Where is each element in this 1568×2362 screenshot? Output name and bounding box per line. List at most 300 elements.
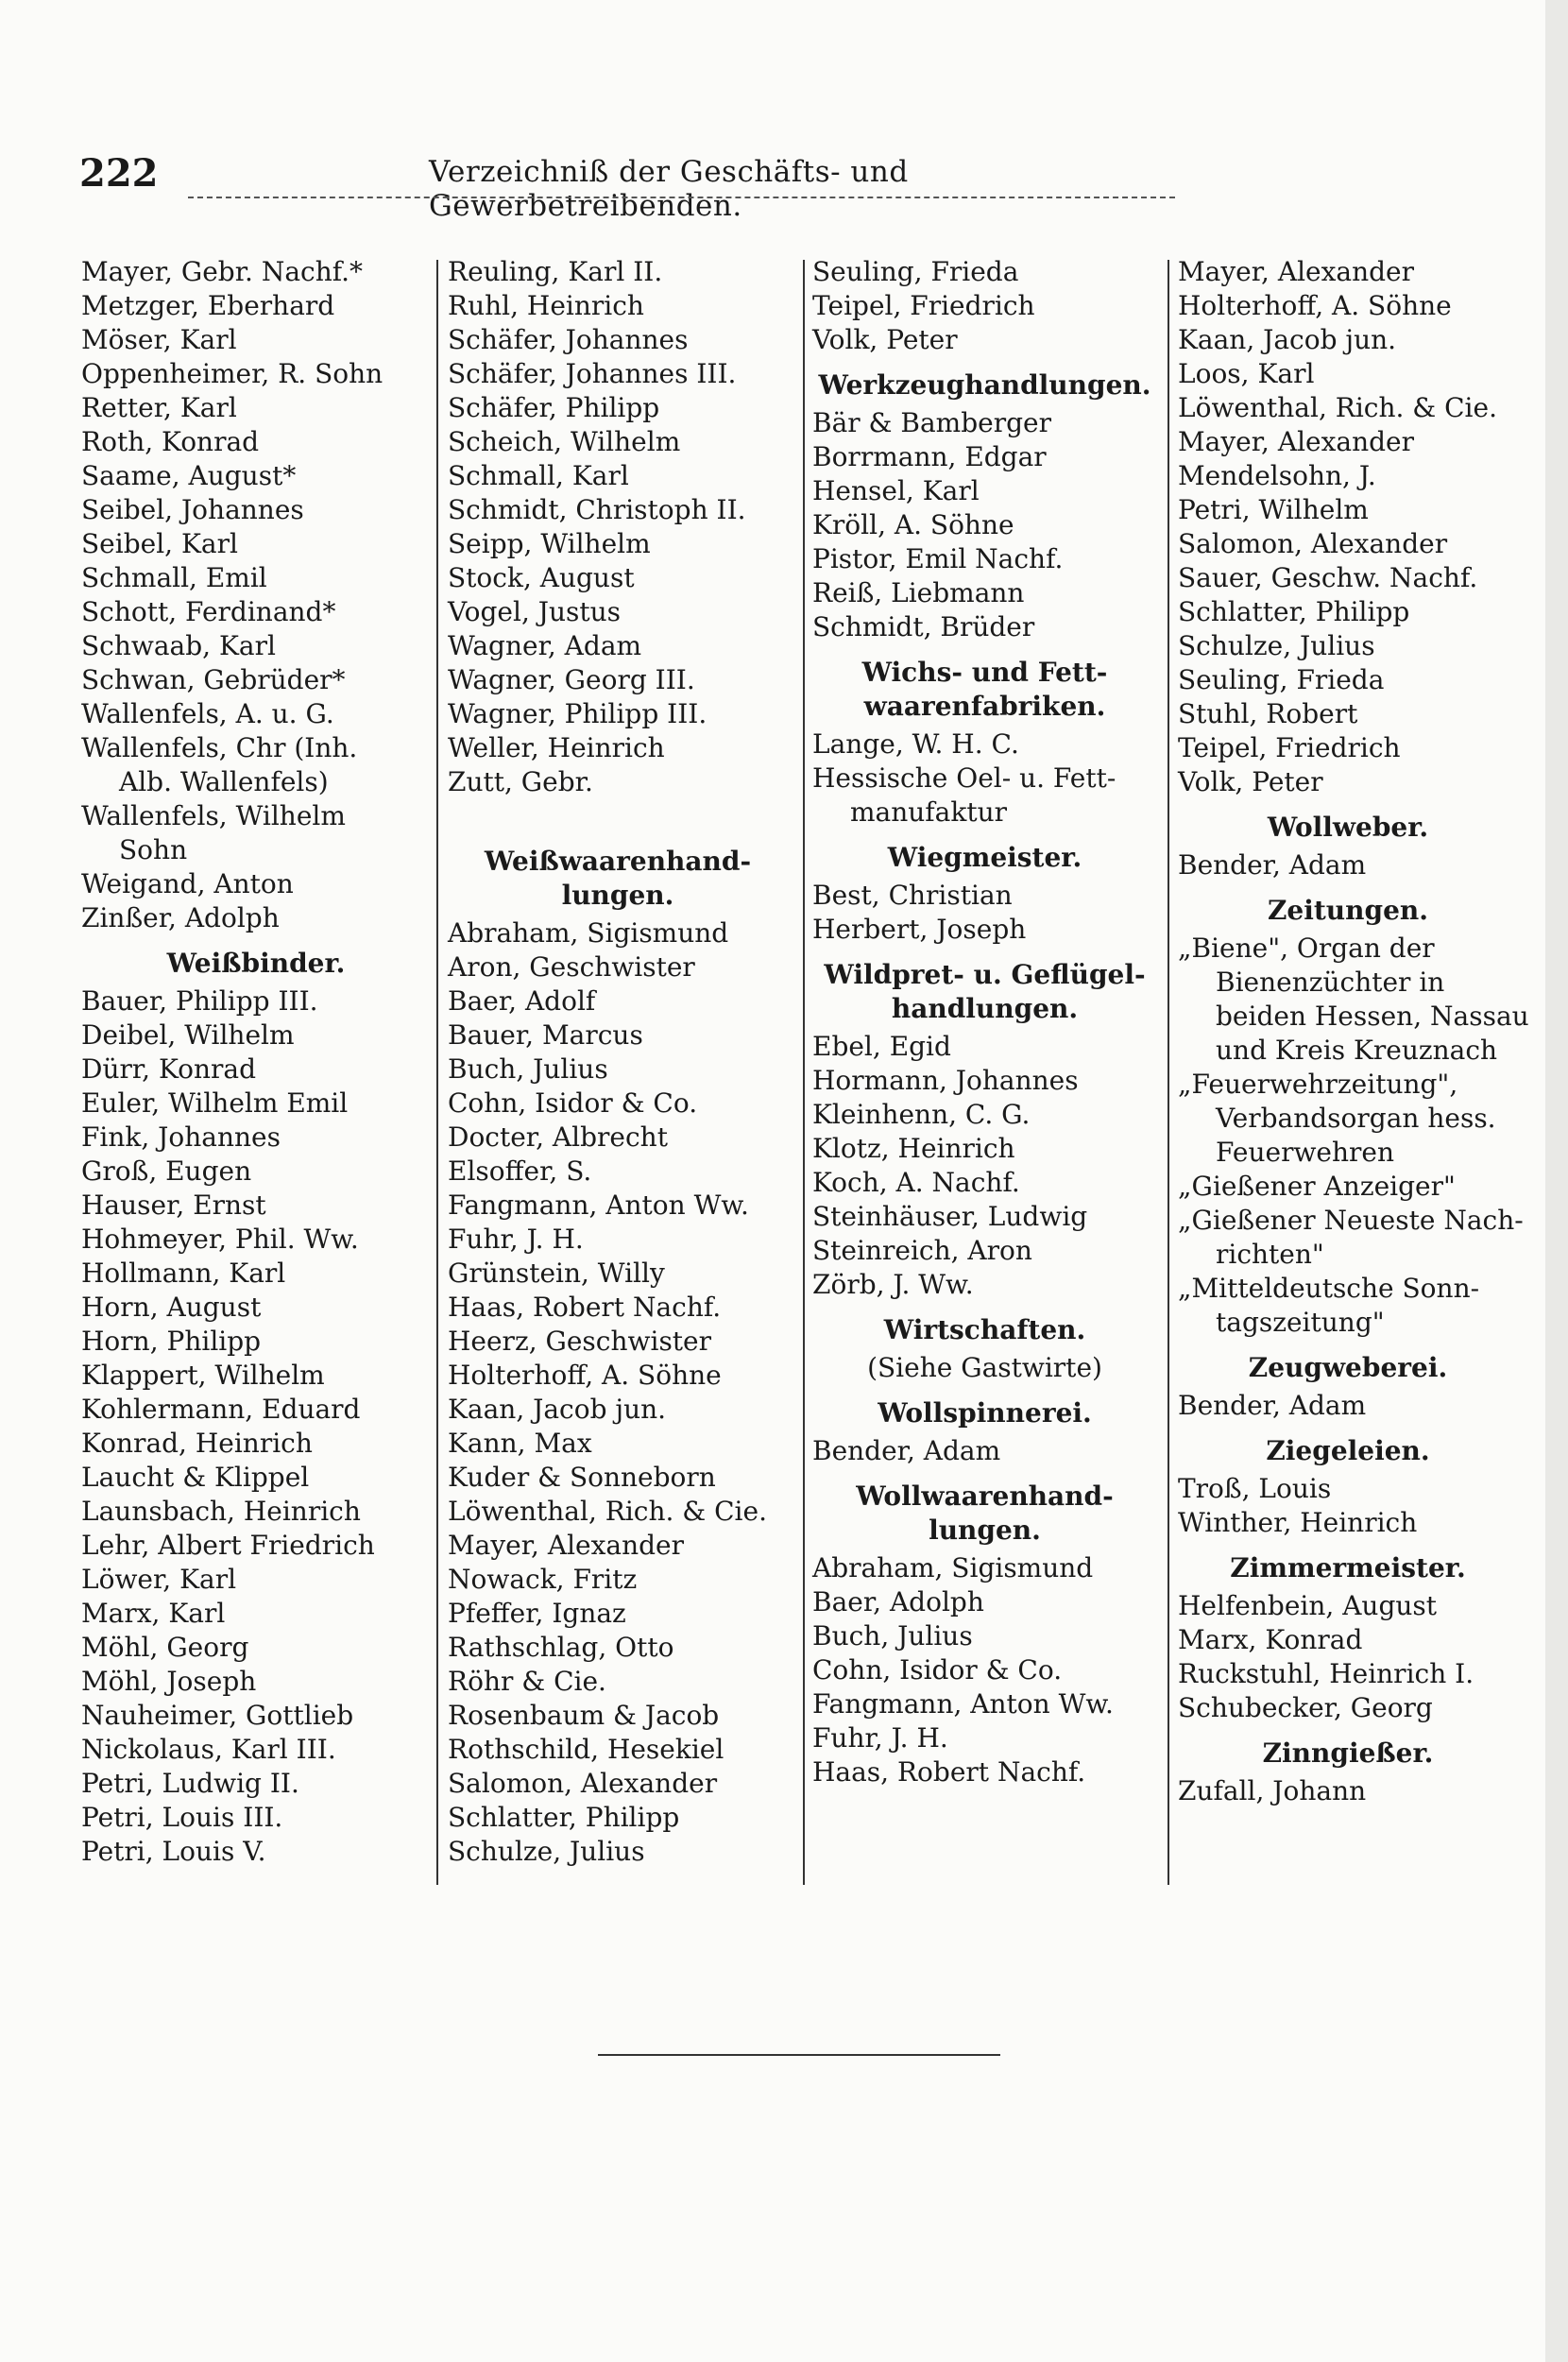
directory-entry [81, 493, 431, 527]
entry-continuation: handlungen. [891, 993, 1079, 1024]
section-heading [812, 1480, 1157, 1548]
column-2 [448, 255, 788, 1869]
entry-text: „Mitteldeutsche Sonn- [1178, 1273, 1480, 1304]
entry-text: Hohmeyer, Phil. Ww. [81, 1224, 359, 1255]
entry-text: Klappert, Wilhelm [81, 1360, 325, 1391]
directory-entry [1178, 731, 1518, 765]
directory-entry [448, 950, 788, 984]
entry-text: Volk, Peter [1178, 766, 1323, 797]
entry-text: Saame, August* [81, 460, 297, 491]
entry-text: Zimmermeister. [1230, 1552, 1466, 1583]
entry-text: Schulze, Julius [1178, 630, 1375, 661]
directory-entry [448, 629, 788, 663]
section-heading [1178, 894, 1518, 928]
directory-entry [448, 459, 788, 493]
directory-entry [448, 255, 788, 289]
entry-text: Ebel, Egid [812, 1031, 951, 1062]
directory-entry [812, 913, 1157, 947]
entry-text: Roth, Konrad [81, 426, 260, 457]
directory-entry [1178, 1389, 1518, 1423]
entry-text: Elsoffer, S. [448, 1155, 592, 1187]
entry-text: Nickolaus, Karl III. [81, 1734, 336, 1765]
directory-entry [1178, 1472, 1518, 1506]
entry-text: Nowack, Fritz [448, 1564, 638, 1595]
entry-text: Zinßer, Adolph [81, 902, 280, 933]
entry-text: Horn, August [81, 1292, 262, 1323]
directory-entry [81, 1597, 431, 1631]
entry-text: Schmidt, Brüder [812, 611, 1035, 642]
directory-entry [812, 474, 1157, 508]
entry-text: Abraham, Sigismund [812, 1552, 1094, 1583]
entry-text: Hollmann, Karl [81, 1258, 286, 1289]
directory-entry [812, 1551, 1157, 1585]
directory-entry [81, 1087, 431, 1121]
directory-entry [81, 697, 431, 731]
entry-text: Ziegeleien. [1266, 1435, 1430, 1466]
section-heading [812, 958, 1157, 1026]
entry-text: Fuhr, J. H. [812, 1722, 948, 1754]
entry-text: Kohlermann, Eduard [81, 1394, 361, 1425]
entry-text: Kaan, Jacob jun. [448, 1394, 667, 1425]
entry-text: Weißbinder. [166, 948, 346, 979]
entry-text: Petri, Louis III. [81, 1802, 283, 1833]
entry-text: Bauer, Philipp III. [81, 985, 318, 1017]
entry-text: Mayer, Alexander [1178, 256, 1415, 287]
directory-entry [812, 610, 1157, 644]
directory-entry [81, 357, 431, 391]
directory-entry [81, 323, 431, 357]
entry-text: Klotz, Heinrich [812, 1133, 1015, 1164]
entry-text: Aron, Geschwister [448, 951, 695, 983]
entry-text: Buch, Julius [812, 1620, 973, 1652]
directory-entry [1178, 323, 1518, 357]
entry-text: Baer, Adolph [812, 1586, 984, 1617]
directory-entry [812, 1721, 1157, 1755]
directory-entry [81, 391, 431, 425]
section-heading [812, 1396, 1157, 1430]
directory-entry [81, 1801, 431, 1835]
entry-text: Fink, Johannes [81, 1121, 281, 1153]
entry-text: Pistor, Emil Nachf. [812, 543, 1064, 574]
entry-text: „Gießener Neueste Nach- [1178, 1205, 1524, 1236]
entry-text: Löwer, Karl [81, 1564, 237, 1595]
entry-text: Mayer, Alexander [1178, 426, 1415, 457]
directory-entry [812, 762, 1157, 830]
entry-continuation: Feuerwehren [1216, 1137, 1395, 1168]
entry-text: Reiß, Liebmann [812, 577, 1025, 608]
entry-text: Schubecker, Georg [1178, 1692, 1433, 1723]
entry-text: Buch, Julius [448, 1053, 608, 1085]
entry-text: Bauer, Marcus [448, 1019, 643, 1051]
directory-entry [81, 799, 431, 867]
directory-entry [812, 1653, 1157, 1687]
directory-entry [448, 1155, 788, 1189]
directory-entry [812, 1755, 1157, 1789]
directory-entry [81, 1699, 431, 1733]
entry-continuation: Verbandsorgan hess. [1216, 1103, 1496, 1134]
spacer [448, 799, 788, 833]
directory-entry [812, 1064, 1157, 1098]
entry-text: Weller, Heinrich [448, 732, 665, 763]
entry-text: Rosenbaum & Jacob [448, 1700, 720, 1731]
cross-reference-note [812, 1351, 1157, 1385]
directory-entry [448, 1733, 788, 1767]
directory-entry [81, 1223, 431, 1257]
entry-text: Stock, August [448, 562, 635, 593]
entry-continuation: lungen. [561, 880, 674, 911]
entry-text: Ruckstuhl, Heinrich I. [1178, 1658, 1474, 1689]
directory-entry [81, 1393, 431, 1427]
directory-entry [812, 1200, 1157, 1234]
directory-entry [1178, 391, 1518, 425]
entry-text: Grünstein, Willy [448, 1258, 665, 1289]
entry-text: Oppenheimer, R. Sohn [81, 358, 383, 389]
entry-text: Zutt, Gebr. [448, 766, 593, 797]
entry-text: Abraham, Sigismund [448, 917, 729, 949]
directory-entry [448, 323, 788, 357]
entry-text: Werkzeughandlungen. [818, 369, 1151, 401]
directory-entry [81, 1325, 431, 1359]
entry-continuation: lungen. [929, 1515, 1041, 1546]
directory-entry [81, 1359, 431, 1393]
entry-text: Teipel, Friedrich [812, 290, 1035, 321]
entry-text: Lehr, Albert Friedrich [81, 1530, 375, 1561]
directory-entry [448, 731, 788, 765]
directory-entry [81, 1155, 431, 1189]
directory-entry [448, 1053, 788, 1087]
entry-text: Zeitungen. [1267, 895, 1429, 926]
section-heading [812, 841, 1157, 875]
directory-entry [81, 663, 431, 697]
directory-entry [81, 867, 431, 901]
directory-entry [448, 561, 788, 595]
column-divider [803, 260, 805, 1885]
directory-entry [448, 984, 788, 1018]
entry-text: Loos, Karl [1178, 358, 1315, 389]
directory-entry [81, 901, 431, 935]
directory-entry [448, 493, 788, 527]
directory-entry [81, 1529, 431, 1563]
directory-entry [1178, 1272, 1518, 1340]
entry-text: Dürr, Konrad [81, 1053, 257, 1085]
entry-text: Zörb, J. Ww. [812, 1269, 974, 1300]
running-title: Verzeichniß der Geschäfts- und Gewerbetreibenden. [429, 155, 909, 223]
entry-text: Wirtschaften. [883, 1314, 1086, 1345]
entry-text: Schmidt, Christoph II. [448, 494, 746, 525]
entry-text: Wollweber. [1267, 812, 1429, 843]
directory-entry [812, 1234, 1157, 1268]
entry-continuation: manufaktur [850, 796, 1008, 828]
directory-entry [81, 731, 431, 799]
directory-entry [1178, 595, 1518, 629]
directory-entry [81, 1495, 431, 1529]
entry-text: Wollspinnerei. [878, 1397, 1092, 1429]
directory-entry [448, 1631, 788, 1665]
entry-text: Best, Christian [812, 880, 1013, 911]
directory-entry [812, 1132, 1157, 1166]
directory-entry [448, 916, 788, 950]
page-edge [1545, 0, 1568, 2362]
directory-entry [812, 440, 1157, 474]
directory-entry [812, 1434, 1157, 1468]
directory-entry [81, 1563, 431, 1597]
entry-text: Schulze, Julius [448, 1836, 645, 1867]
directory-entry [448, 1393, 788, 1427]
entry-text: Schäfer, Johannes [448, 324, 689, 355]
entry-text: Holterhoff, A. Söhne [448, 1360, 722, 1391]
directory-entry [81, 1427, 431, 1461]
entry-text: Rathschlag, Otto [448, 1632, 674, 1663]
column-3 [812, 255, 1157, 1789]
entry-text: Hormann, Johannes [812, 1065, 1079, 1096]
directory-entry [448, 1495, 788, 1529]
directory-entry [1178, 663, 1518, 697]
directory-entry [448, 1359, 788, 1393]
entry-text: Möhl, Georg [81, 1632, 249, 1663]
entry-text: Laucht & Klippel [81, 1462, 310, 1493]
directory-entry [448, 1189, 788, 1223]
entry-text: Konrad, Heinrich [81, 1428, 313, 1459]
entry-text: Bender, Adam [1178, 849, 1367, 881]
entry-text: Haas, Robert Nachf. [448, 1292, 722, 1323]
entry-text: Rothschild, Hesekiel [448, 1734, 724, 1765]
entry-continuation: richten" [1216, 1239, 1324, 1270]
entry-text: „Feuerwehrzeitung", [1178, 1069, 1458, 1100]
entry-text: Wichs- und Fett- [861, 657, 1108, 688]
directory-entry [81, 1121, 431, 1155]
section-heading [1178, 811, 1518, 845]
entry-text: Groß, Eugen [81, 1155, 252, 1187]
entry-text: Seuling, Frieda [812, 256, 1019, 287]
column-divider [1167, 260, 1169, 1885]
entry-text: Weigand, Anton [81, 868, 294, 899]
entry-text: Bender, Adam [1178, 1390, 1367, 1421]
directory-entry [812, 1619, 1157, 1653]
entry-text: Röhr & Cie. [448, 1666, 606, 1697]
directory-entry [81, 1257, 431, 1291]
entry-text: Marx, Karl [81, 1598, 226, 1629]
entry-text: Zufall, Johann [1178, 1775, 1367, 1806]
directory-entry [1178, 527, 1518, 561]
entry-text: Möhl, Joseph [81, 1666, 257, 1697]
entry-text: „Gießener Anzeiger" [1178, 1171, 1456, 1202]
directory-entry [448, 1563, 788, 1597]
directory-entry [1178, 493, 1518, 527]
directory-entry [448, 697, 788, 731]
directory-entry [812, 1098, 1157, 1132]
entry-text: Zinngießer. [1262, 1737, 1434, 1769]
directory-entry [448, 391, 788, 425]
entry-text: Kuder & Sonneborn [448, 1462, 716, 1493]
directory-entry [1178, 255, 1518, 289]
entry-text: Wildpret- u. Geflügel- [824, 959, 1146, 990]
section-heading [812, 368, 1157, 402]
entry-text: Sauer, Geschw. Nachf. [1178, 562, 1478, 593]
directory-entry [812, 727, 1157, 762]
directory-entry [812, 1030, 1157, 1064]
directory-entry [448, 1257, 788, 1291]
entry-text: Petri, Louis V. [81, 1836, 266, 1867]
directory-entry [1178, 765, 1518, 799]
entry-text: Retter, Karl [81, 392, 237, 423]
entry-text: Reuling, Karl II. [448, 256, 663, 287]
section-heading [812, 656, 1157, 724]
entry-text: Winther, Heinrich [1178, 1507, 1418, 1538]
directory-entry [448, 1529, 788, 1563]
directory-entry [448, 1018, 788, 1053]
directory-entry [1178, 289, 1518, 323]
directory-entry [448, 595, 788, 629]
directory-entry [812, 1268, 1157, 1302]
section-heading [1178, 1434, 1518, 1468]
directory-entry [81, 1018, 431, 1053]
entry-text: Borrmann, Edgar [812, 441, 1047, 472]
directory-entry [448, 527, 788, 561]
entry-text: Launsbach, Heinrich [81, 1496, 361, 1527]
directory-entry [1178, 932, 1529, 1068]
directory-entry [1178, 1774, 1518, 1808]
directory-entry [448, 1699, 788, 1733]
entry-text: Steinreich, Aron [812, 1235, 1032, 1266]
directory-entry [81, 1291, 431, 1325]
directory-entry [812, 508, 1157, 542]
directory-entry [81, 255, 431, 289]
entry-text: Pfeffer, Ignaz [448, 1598, 626, 1629]
entry-text: Haas, Robert Nachf. [812, 1756, 1086, 1788]
entry-text: Horn, Philipp [81, 1326, 262, 1357]
entry-text: Wagner, Adam [448, 630, 642, 661]
entry-text: Zeugweberei. [1248, 1352, 1448, 1383]
entry-text: Bär & Bamberger [812, 407, 1051, 438]
directory-entry [81, 1835, 431, 1869]
directory-entry [812, 542, 1157, 576]
header-rule [188, 197, 1175, 198]
entry-text: Kröll, A. Söhne [812, 509, 1014, 540]
directory-entry [448, 1801, 788, 1835]
entry-text: Baer, Adolf [448, 985, 596, 1017]
entry-text: Cohn, Isidor & Co. [812, 1654, 1063, 1686]
entry-text: Schlatter, Philipp [1178, 596, 1410, 627]
entry-text: Holterhoff, A. Söhne [1178, 290, 1452, 321]
section-heading [448, 845, 788, 913]
directory-entry [81, 1189, 431, 1223]
entry-text: Lange, W. H. C. [812, 728, 1019, 760]
directory-entry [1178, 1657, 1518, 1691]
directory-entry [1178, 1623, 1518, 1657]
directory-entry [1178, 1068, 1518, 1170]
entry-text: Wallenfels, Chr (Inh. [81, 732, 358, 763]
entry-text: Schott, Ferdinand* [81, 596, 336, 627]
entry-text: Vogel, Justus [448, 596, 622, 627]
directory-entry [81, 1767, 431, 1801]
entry-text: Seipp, Wilhelm [448, 528, 651, 559]
column-divider [436, 260, 438, 1885]
directory-entry [812, 323, 1157, 357]
page-number: 222 [79, 151, 159, 196]
entry-text: Troß, Louis [1178, 1473, 1332, 1504]
directory-entry [81, 1461, 431, 1495]
directory-entry [812, 576, 1157, 610]
directory-entry [448, 1223, 788, 1257]
directory-entry [81, 1053, 431, 1087]
entry-text: Deibel, Wilhelm [81, 1019, 295, 1051]
entry-continuation: tagszeitung" [1216, 1307, 1385, 1338]
entry-text: Hensel, Karl [812, 475, 980, 506]
entry-text: Mayer, Gebr. Nachf.* [81, 256, 364, 287]
directory-entry [448, 663, 788, 697]
end-rule [598, 2054, 1000, 2056]
directory-entry [448, 1427, 788, 1461]
column-1 [81, 255, 431, 1869]
entry-text: Herbert, Joseph [812, 914, 1027, 945]
directory-entry [448, 1665, 788, 1699]
entry-text: Möser, Karl [81, 324, 237, 355]
entry-text: Mayer, Alexander [448, 1530, 685, 1561]
entry-text: Kann, Max [448, 1428, 592, 1459]
directory-entry [448, 357, 788, 391]
entry-text: (Siehe Gastwirte) [867, 1352, 1102, 1383]
entry-text: Schlatter, Philipp [448, 1802, 680, 1833]
directory-entry [1178, 697, 1518, 731]
directory-entry [81, 595, 431, 629]
entry-text: Teipel, Friedrich [1178, 732, 1401, 763]
directory-entry [448, 1835, 788, 1869]
entry-text: Schmall, Karl [448, 460, 629, 491]
entry-text: Euler, Wilhelm Emil [81, 1087, 349, 1119]
entry-text: Löwenthal, Rich. & Cie. [1178, 392, 1497, 423]
entry-text: Wallenfels, Wilhelm [81, 800, 346, 831]
entry-text: Schäfer, Philipp [448, 392, 660, 423]
directory-entry [81, 1631, 431, 1665]
entry-text: Steinhäuser, Ludwig [812, 1201, 1088, 1232]
section-heading [1178, 1551, 1518, 1585]
directory-entry [1178, 561, 1518, 595]
directory-entry [1178, 629, 1518, 663]
entry-continuation: Alb. Wallenfels) [119, 766, 329, 797]
entry-text: Koch, A. Nachf. [812, 1167, 1020, 1198]
entry-text: Schwan, Gebrüder* [81, 664, 346, 695]
entry-text: Petri, Ludwig II. [81, 1768, 299, 1799]
entry-text: Hessische Oel- u. Fett- [812, 762, 1116, 794]
directory-entry [448, 1291, 788, 1325]
directory-entry [448, 1087, 788, 1121]
section-heading [81, 947, 431, 981]
entry-text: Stuhl, Robert [1178, 698, 1358, 729]
directory-entry [812, 1166, 1157, 1200]
entry-text: Schäfer, Johannes III. [448, 358, 737, 389]
entry-text: Fangmann, Anton Ww. [812, 1688, 1114, 1720]
entry-text: Hauser, Ernst [81, 1190, 266, 1221]
entry-text: Mendelsohn, J. [1178, 460, 1376, 491]
entry-text: Helfenbein, August [1178, 1590, 1438, 1621]
entry-continuation: und Kreis Kreuznach [1216, 1035, 1498, 1066]
directory-entry [448, 425, 788, 459]
directory-entry [81, 1665, 431, 1699]
entry-text: Schmall, Emil [81, 562, 267, 593]
directory-entry [812, 289, 1157, 323]
entry-continuation: waarenfabriken. [863, 691, 1106, 722]
directory-entry [448, 1461, 788, 1495]
directory-entry [1178, 1589, 1518, 1623]
directory-entry [81, 1733, 431, 1767]
directory-entry [81, 289, 431, 323]
directory-entry [448, 1767, 788, 1801]
directory-entry [1178, 1170, 1518, 1204]
entry-text: Wagner, Georg III. [448, 664, 695, 695]
section-heading [812, 1313, 1157, 1347]
directory-entry [81, 984, 431, 1018]
directory-entry [812, 406, 1157, 440]
